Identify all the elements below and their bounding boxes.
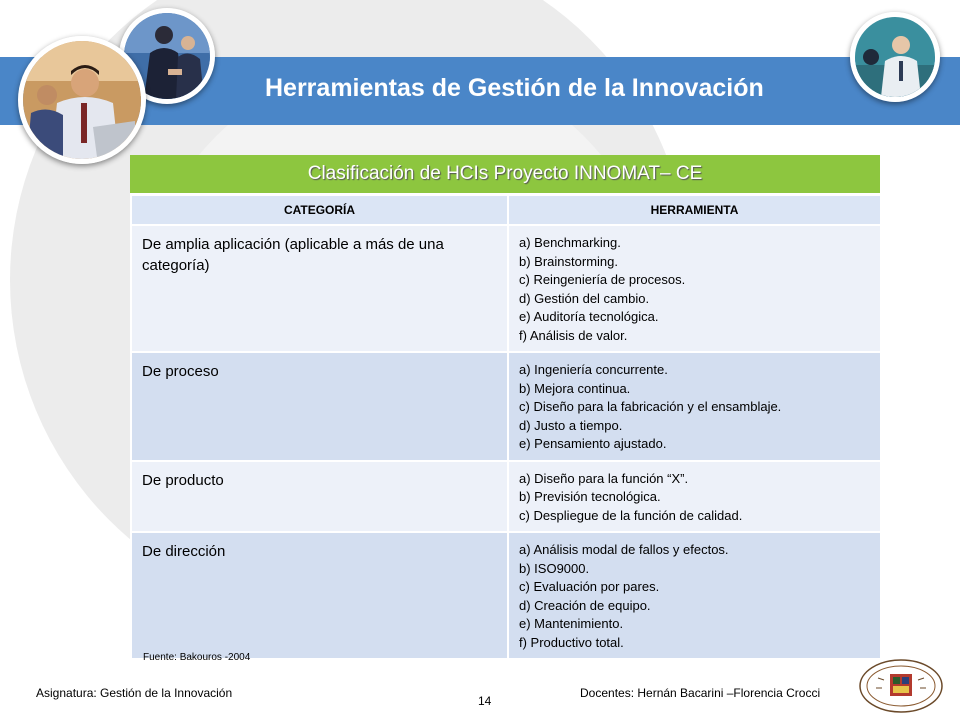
tool-item: c) Diseño para la fabricación y el ensamblaje. — [519, 399, 782, 414]
tool-item: d) Creación de equipo. — [519, 597, 651, 613]
tools-cell — [508, 225, 881, 352]
tool-item: e) Auditoría tecnológica. — [519, 309, 659, 324]
category-cell — [131, 532, 508, 659]
university-seal-icon — [858, 658, 944, 719]
tool-item: e) Pensamiento ajustado. — [519, 436, 667, 451]
source-note: Fuente: Bakouros -2004 — [143, 652, 251, 663]
category-label: De dirección — [142, 543, 226, 560]
tools-classification-table — [130, 194, 882, 660]
category-label: De producto — [142, 471, 224, 489]
header-tool: HERRAMIENTA — [508, 195, 881, 225]
tools-list — [519, 470, 880, 526]
tool-item: c) Despliegue de la función de calidad. — [519, 507, 743, 523]
tools-cell — [508, 461, 881, 533]
tool-item: f) Productivo total. — [519, 634, 624, 650]
laptop-workers-photo — [18, 36, 146, 164]
table-row — [131, 532, 881, 659]
tool-item: a) Análisis modal de fallos y efectos. — [519, 542, 729, 557]
tools-list — [519, 541, 880, 652]
tool-item: b) Previsión tecnológica. — [519, 489, 661, 504]
table-row — [131, 461, 881, 533]
tool-item: f) Análisis de valor. — [519, 327, 628, 343]
tool-item: b) Mejora continua. — [519, 380, 631, 396]
tool-item: b) ISO9000. — [519, 560, 590, 576]
footer-course: Asignatura: Gestión de la Innovación — [36, 686, 233, 700]
footer-teachers: Docentes: Hernán Bacarini –Florencia Crocci — [580, 686, 821, 700]
category-cell — [131, 352, 508, 461]
table-row — [131, 225, 881, 352]
tool-item: c) Evaluación por pares. — [519, 579, 660, 594]
tool-item: a) Benchmarking. — [519, 235, 621, 250]
slide-title: Herramientas de Gestión de la Innovación — [265, 74, 764, 102]
tool-item: a) Ingeniería concurrente. — [519, 362, 668, 377]
tool-item: a) Diseño para la función “X”. — [519, 470, 689, 486]
tool-item: c) Reingeniería de procesos. — [519, 272, 686, 287]
tool-item: d) Justo a tiempo. — [519, 417, 623, 433]
table-title-bar — [130, 155, 880, 195]
tools-cell — [508, 352, 881, 461]
tool-item: e) Mantenimiento. — [519, 616, 624, 631]
page-number: 14 — [478, 694, 492, 708]
office-man-photo — [850, 12, 940, 102]
header-category: CATEGORÍA — [131, 195, 508, 225]
table-row — [131, 352, 881, 461]
tools-list — [519, 361, 880, 454]
category-label: De proceso — [142, 363, 219, 380]
category-cell — [131, 225, 508, 352]
tools-cell — [508, 532, 881, 659]
tools-list — [519, 234, 880, 345]
table-title: Clasificación de HCIs Proyecto INNOMAT– CE — [307, 163, 703, 184]
category-label: De amplia aplicación (aplicable a más de una categoría) — [142, 236, 444, 274]
tool-item: d) Gestión del cambio. — [519, 290, 650, 306]
table-header-row — [131, 195, 881, 225]
category-cell — [131, 461, 508, 533]
tool-item: b) Brainstorming. — [519, 253, 618, 269]
